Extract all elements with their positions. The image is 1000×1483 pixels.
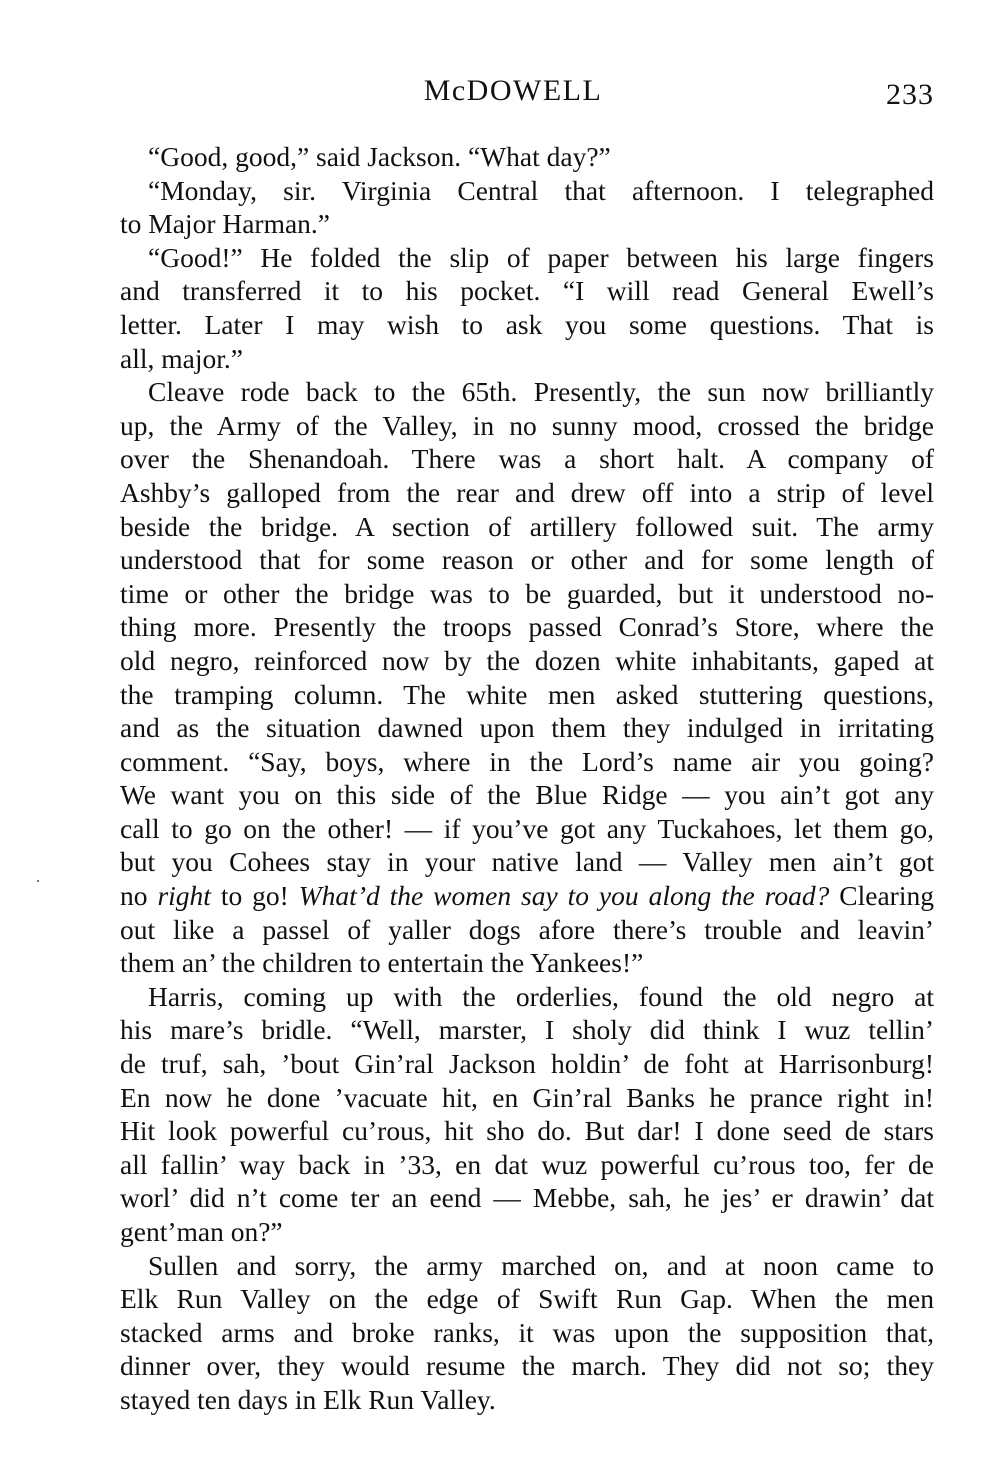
text-line: but you Cohees stay in your native land — Valley men ain’t got bbox=[120, 846, 934, 878]
text-line: Hit look powerful cu’rous, hit sho do. But dar! I done seed de stars bbox=[120, 1115, 934, 1147]
text-fragment: no bbox=[120, 880, 158, 912]
text-line: up, the Army of the Valley, in no sunny mood, crossed the bridge bbox=[120, 409, 934, 441]
text-line: time or other the bridge was to be guarded, but it understood no- bbox=[120, 577, 934, 609]
text-line: and as the situation dawned upon them they indulged in irritating bbox=[120, 712, 934, 744]
page-header bbox=[92, 70, 934, 120]
text-fragment: Clearing bbox=[829, 880, 934, 912]
paragraph bbox=[92, 140, 934, 174]
text-line: understood that for some reason or other and for some length of bbox=[120, 544, 934, 576]
text-line: letter. Later I may wish to ask you some questions. That is bbox=[120, 308, 934, 340]
italic-fragment: right bbox=[157, 880, 211, 912]
text-line: stacked arms and broke ranks, it was upon the supposition that, bbox=[120, 1316, 934, 1348]
text-line: all fallin’ way back in ’33, en dat wuz powerful cu’rous too, fer de bbox=[120, 1148, 934, 1180]
text-line: all, major.” bbox=[120, 342, 243, 374]
page-number: 233 bbox=[886, 78, 934, 111]
text-line: “Good!” He folded the slip of paper between his large fingers bbox=[148, 241, 934, 273]
running-title: McDOWELL bbox=[423, 74, 603, 107]
text-line: over the Shenandoah. There was a short halt. A company of bbox=[120, 443, 934, 475]
text-line: stayed ten days in Elk Run Valley. bbox=[120, 1383, 496, 1415]
text-line: Ashby’s galloped from the rear and drew off into a strip of level bbox=[120, 476, 934, 508]
text-line: Harris, coming up with the orderlies, found the old negro at bbox=[148, 980, 934, 1012]
text-line: out like a passel of yaller dogs afore there’s trouble and leavin’ bbox=[120, 913, 934, 945]
text-line: comment. “Say, boys, where in the Lord’s name air you going? bbox=[120, 745, 934, 777]
text-line: We want you on this side of the Blue Ridge — you ain’t got any bbox=[120, 779, 934, 811]
text-line: Elk Run Valley on the edge of Swift Run Gap. When the men bbox=[120, 1283, 934, 1315]
paragraph bbox=[92, 1249, 934, 1417]
text-line: old negro, reinforced now by the dozen white inhabitants, gaped at bbox=[120, 644, 934, 676]
body-text bbox=[92, 140, 934, 1417]
paragraph bbox=[92, 375, 934, 980]
text-line: Sullen and sorry, the army marched on, and at noon came to bbox=[148, 1249, 934, 1281]
text-line: “Monday, sir. Virginia Central that afternoon. I telegraphed bbox=[148, 174, 934, 206]
text-line: worl’ did n’t come ter an eend — Mebbe, sah, he jes’ er drawin’ dat bbox=[120, 1182, 934, 1214]
text-line: En now he done ’vacuate hit, en Gin’ral Banks he prance right in! bbox=[120, 1081, 934, 1113]
italic-fragment: What’d the women say to you along the road? bbox=[298, 880, 830, 912]
paragraph bbox=[92, 980, 934, 1249]
text-line: the tramping column. The white men asked stuttering questions, bbox=[120, 678, 934, 710]
text-line: his mare’s bridle. “Well, marster, I sholy did think I wuz tellin’ bbox=[120, 1014, 934, 1046]
text-line: de truf, sah, ’bout Gin’ral Jackson holdin’ de foht at Harrisonburg! bbox=[120, 1048, 934, 1080]
text-line: and transferred it to his pocket. “I will read General Ewell’s bbox=[120, 275, 934, 307]
text-line: call to go on the other! — if you’ve got any Tuckahoes, let them go, bbox=[120, 812, 934, 844]
paragraph bbox=[92, 241, 934, 375]
text-line: Cleave rode back to the 65th. Presently, the sun now brilliantly bbox=[148, 376, 934, 408]
text-line: dinner over, they would resume the march. They did not so; they bbox=[120, 1350, 934, 1382]
text-line: to Major Harman.” bbox=[120, 208, 330, 240]
text-line: them an’ the children to entertain the Yankees!” bbox=[120, 947, 644, 979]
text-line: “Good, good,” said Jackson. “What day?” bbox=[148, 141, 611, 172]
text-line: gent’man on?” bbox=[120, 1216, 283, 1247]
book-page bbox=[92, 70, 934, 1417]
paragraph bbox=[92, 174, 934, 241]
text-line-italic bbox=[92, 879, 934, 913]
margin-speck bbox=[37, 880, 39, 882]
text-line: beside the bridge. A section of artillery followed suit. The army bbox=[120, 510, 934, 542]
text-fragment: to go! bbox=[210, 880, 299, 912]
text-line: thing more. Presently the troops passed Conrad’s Store, where the bbox=[120, 611, 934, 643]
